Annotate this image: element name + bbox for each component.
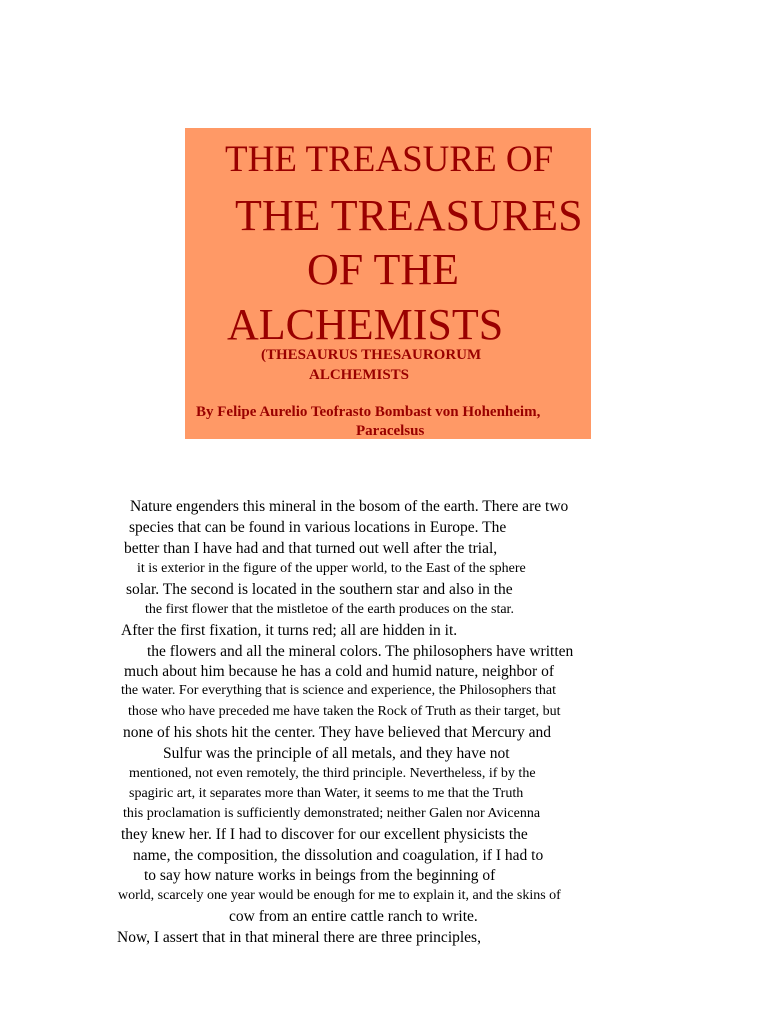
- title-box: [185, 128, 591, 439]
- body-line: the water. For everything that is science and experience, the Philosophers that: [121, 683, 557, 698]
- author-line-2: Paracelsus: [356, 423, 425, 439]
- body-line: those who have preceded me have taken the Rock of Truth as their target, but: [128, 704, 561, 719]
- body-line: species that can be found in various locations in Europe. The: [129, 519, 507, 536]
- body-line: better than I have had and that turned out well after the trial,: [124, 540, 498, 557]
- body-line: to say how nature works in beings from the beginning of: [144, 867, 496, 884]
- body-line: After the first fixation, it turns red; all are hidden in it.: [121, 622, 458, 639]
- body-line: Now, I assert that in that mineral there are three principles,: [117, 929, 481, 946]
- body-line: solar. The second is located in the southern star and also in the: [126, 581, 513, 598]
- body-line: it is exterior in the figure of the upper world, to the East of the sphere: [137, 561, 526, 576]
- title-line-1: THE TREASURE OF: [225, 139, 554, 180]
- body-line: none of his shots hit the center. They have believed that Mercury and: [123, 724, 551, 741]
- latin-title-line-1: (THESAURUS THESAURORUM: [261, 347, 482, 363]
- body-line: name, the composition, the dissolution and coagulation, if I had to: [133, 847, 544, 864]
- body-line: world, scarcely one year would be enough for me to explain it, and the skins of: [118, 888, 561, 903]
- title-line-3: OF THE: [307, 245, 459, 294]
- author-line-1: By Felipe Aurelio Teofrasto Bombast von Hohenheim,: [196, 404, 541, 420]
- body-line: they knew her. If I had to discover for our excellent physicists the: [121, 826, 528, 843]
- body-line: Sulfur was the principle of all metals, and they have not: [163, 745, 510, 762]
- body-line: spagiric art, it separates more than Water, it seems to me that the Truth: [129, 786, 524, 801]
- title-line-4: ALCHEMISTS: [227, 300, 504, 349]
- body-line: mentioned, not even remotely, the third principle. Nevertheless, if by the: [129, 766, 536, 781]
- body-line: this proclamation is sufficiently demonstrated; neither Galen nor Avicenna: [123, 806, 541, 821]
- body-line: much about him because he has a cold and humid nature, neighbor of: [124, 663, 554, 680]
- latin-title-line-2: ALCHEMISTS: [309, 367, 410, 383]
- body-line: Nature engenders this mineral in the bosom of the earth. There are two: [130, 498, 569, 515]
- body-line: the first flower that the mistletoe of the earth produces on the star.: [145, 602, 514, 617]
- title-line-2: THE TREASURES: [235, 191, 583, 240]
- body-line: cow from an entire cattle ranch to write.: [229, 908, 478, 925]
- body-line: the flowers and all the mineral colors. The philosophers have written: [147, 643, 574, 660]
